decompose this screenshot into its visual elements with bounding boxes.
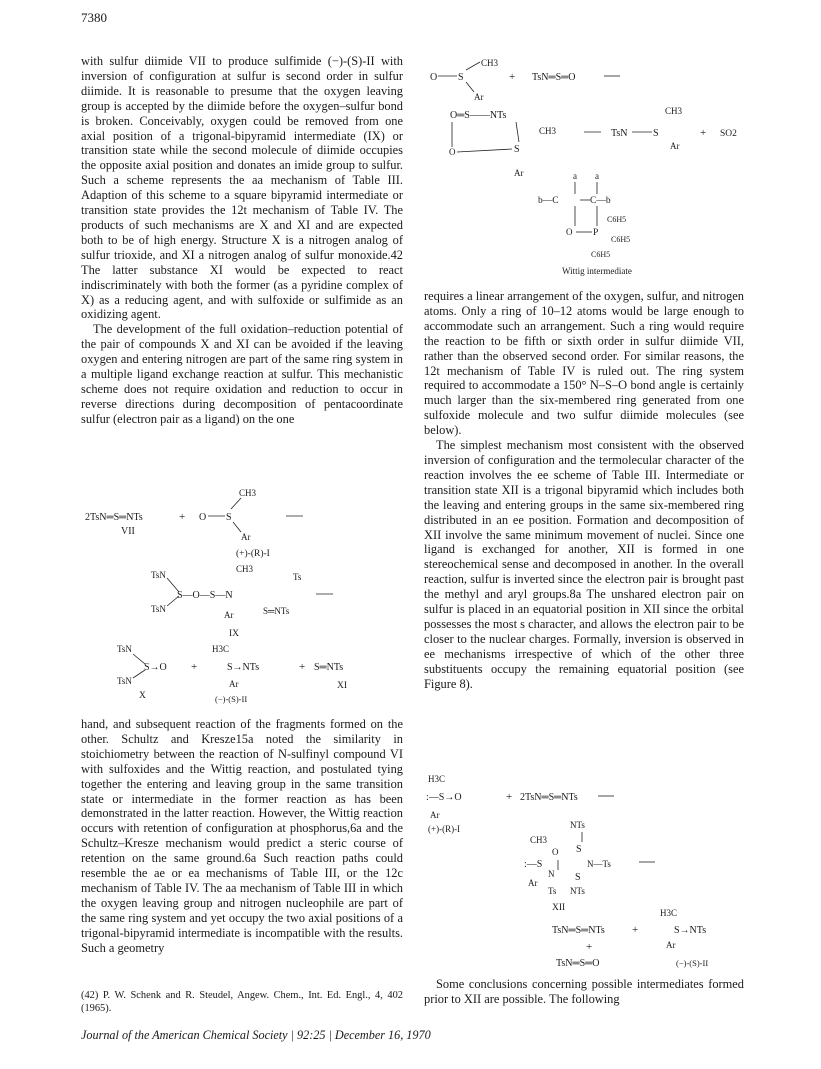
- svg-text:NTs: NTs: [570, 886, 585, 896]
- svg-text:CH3: CH3: [530, 835, 548, 845]
- svg-text:+: +: [586, 941, 593, 953]
- label-ix: IX: [229, 629, 240, 639]
- reaction-scheme-top-right: [424, 52, 754, 284]
- svg-text:CH3: CH3: [481, 58, 499, 68]
- svg-text:SO2: SO2: [720, 129, 737, 139]
- svg-text:2TsN═S═NTs: 2TsN═S═NTs: [520, 792, 578, 803]
- svg-text:S—O—S—N: S—O—S—N: [177, 590, 233, 601]
- svg-text:O: O: [449, 147, 456, 157]
- svg-text:Ar: Ar: [474, 92, 484, 102]
- svg-text:TsN═S═NTs: TsN═S═NTs: [552, 925, 605, 936]
- right-column-middle-text: [424, 289, 744, 691]
- svg-text:b—C: b—C: [538, 196, 559, 206]
- svg-text:TsN: TsN: [151, 604, 166, 614]
- svg-text:Ar: Ar: [224, 610, 234, 620]
- svg-text:N—Ts: N—Ts: [587, 859, 611, 869]
- reaction-scheme-left: [81, 474, 406, 714]
- svg-text:+: +: [506, 791, 513, 803]
- paragraph: The development of the full oxidation–reduction potential of the pair of compounds X and XI can be avoided if the leaving oxygen and entering nitrogen are part of the same ring system in a multiple ligand exchange reaction at sulfur. This mechanistic scheme does not require oxidation and reduction to occur in reverse directions during decomposition of pentacoordinate sulfur (electron pair as a ligand) on the one: [81, 322, 403, 426]
- svg-text:Ar: Ar: [430, 810, 440, 820]
- svg-text:TsN═S═O: TsN═S═O: [532, 72, 576, 83]
- svg-text:CH3: CH3: [239, 488, 257, 498]
- svg-text:CH3: CH3: [665, 106, 683, 116]
- left-column-bottom-text: [81, 717, 403, 956]
- left-column-top-text: [81, 54, 403, 427]
- paragraph: requires a linear arrangement of the oxygen, sulfur, and nitrogen atoms. Only a ring of 10–12 atoms would be large enough to accommodate such an arrangement. Such a ring would require the reaction to be fifth or sixth order in sulfur diimide VII, rather than the observed second order. For similar reasons, the 12t mechanism of Table IV is ruled out. The ring system required to accommodate a 150° N–S–O bond angle is certainly much larger than the six-membered ring generated from one sulfoxide molecule and two sulfur diimide molecules (see below).: [424, 289, 744, 438]
- svg-text:CH3: CH3: [236, 564, 254, 574]
- svg-text:Ar: Ar: [241, 532, 251, 542]
- svg-text:TsN: TsN: [117, 676, 132, 686]
- label-xii: XII: [552, 903, 566, 913]
- paragraph: Some conclusions concerning possible intermediates formed prior to XII are possible. The following: [424, 977, 744, 1006]
- svg-text:(−)-(S)-II: (−)-(S)-II: [676, 958, 709, 968]
- svg-text:S═NTs: S═NTs: [263, 606, 290, 616]
- svg-text:Ts: Ts: [548, 886, 557, 896]
- svg-text:S: S: [226, 512, 232, 523]
- sulfur-diimide-vii: 2TsN═S═NTs: [85, 512, 143, 523]
- svg-text:O: O: [552, 847, 559, 857]
- journal-footer: Journal of the American Chemical Society | 92:25 | December 16, 1970: [81, 1028, 431, 1042]
- svg-text:Ar: Ar: [670, 141, 680, 151]
- svg-text:Ar: Ar: [666, 940, 676, 950]
- svg-text:+: +: [509, 71, 516, 83]
- svg-text:S: S: [653, 128, 659, 139]
- footnote-42: (42) P. W. Schenk and R. Steudel, Angew. Chem., Int. Ed. Engl., 4, 402 (1965).: [81, 990, 403, 1014]
- svg-text:TsN: TsN: [611, 128, 628, 139]
- svg-text:(+)-(R)-I: (+)-(R)-I: [428, 824, 461, 834]
- svg-text:S→NTs: S→NTs: [227, 662, 260, 673]
- svg-text:a: a: [595, 171, 599, 181]
- svg-text:TsN═S═O: TsN═S═O: [556, 958, 600, 969]
- svg-text:+: +: [700, 127, 707, 139]
- svg-text:a: a: [573, 171, 577, 181]
- label-s-ii: (−)-(S)-II: [215, 694, 248, 704]
- svg-text:S: S: [514, 144, 520, 155]
- svg-text:O═S——NTs: O═S——NTs: [450, 110, 507, 121]
- svg-text:+: +: [191, 661, 198, 673]
- svg-text:P: P: [593, 228, 599, 238]
- svg-text:NTs: NTs: [570, 820, 585, 830]
- svg-text:+: +: [179, 511, 186, 523]
- label-x: X: [139, 691, 146, 701]
- svg-text:H3C: H3C: [660, 908, 678, 918]
- svg-text:S→NTs: S→NTs: [674, 925, 707, 936]
- svg-text:C6H5: C6H5: [607, 215, 627, 224]
- svg-text:CH3: CH3: [539, 126, 557, 136]
- svg-text:C6H5: C6H5: [611, 235, 631, 244]
- paragraph: with sulfur diimide VII to produce sulfimide (−)-(S)-II with inversion of configuration at sulfur is second order in sulfur diimide. It is reasonable to presume that the oxygen leaving group is accepted by the diimide before the oxygen–sulfur bond is broken. Conceivably, oxygen could be removed from one axial position of a trigonal-bipyramid intermediate (IX) or transition state while the second molecule of diimide occupies the opposite axial position and donates an imide group to sulfur. Such a scheme represents the aa mechanism of Table III. Adaption of this scheme to a square bipyramid intermediate or transition state provides the 12t mechanism of Table IV. The products of such mechanisms are X and XI and are expected both to be of high energy. Structure X is a nitrogen analog of sulfur trioxide, and XI a nitrogen analog of sulfur monoxide.42 The latter substance XI would be expected to react indiscriminately with both the former (as a pyridine complex of X) as a reducing agent, and with sulfoxide or sulfimide as an oxidizing agent.: [81, 54, 403, 322]
- svg-text:TsN: TsN: [151, 570, 166, 580]
- page-number: 7380: [81, 10, 107, 25]
- svg-text:C6H5: C6H5: [591, 250, 611, 259]
- svg-text:S→O: S→O: [144, 662, 167, 673]
- label-r-i: (+)-(R)-I: [236, 549, 270, 559]
- svg-text:+: +: [632, 924, 639, 936]
- svg-text:Ts: Ts: [293, 572, 302, 582]
- right-column-bottom-text: [424, 977, 744, 1007]
- svg-text:S: S: [576, 844, 582, 855]
- svg-text:+: +: [299, 661, 306, 673]
- svg-text:Ar: Ar: [528, 878, 538, 888]
- svg-text:O: O: [430, 72, 438, 83]
- wittig-intermediate-label: Wittig intermediate: [562, 266, 632, 276]
- svg-text:TsN: TsN: [117, 644, 132, 654]
- reaction-scheme-bottom-right: [424, 770, 754, 975]
- label-xi: XI: [337, 681, 348, 691]
- svg-text:H3C: H3C: [428, 774, 446, 784]
- svg-text:H3C: H3C: [212, 644, 230, 654]
- svg-text:S═NTs: S═NTs: [314, 662, 344, 673]
- svg-text::—S: :—S: [524, 859, 543, 870]
- svg-text:Ar: Ar: [229, 679, 239, 689]
- svg-text:O: O: [566, 227, 573, 237]
- paragraph: The simplest mechanism most consistent with the observed inversion of configuration and the termolecular character of the reaction involves the ee scheme of Table III. Intermediate or transition state XII is a trigonal bipyramid which includes both the leaving and entering groups in the same six-membered ring distributed in an ee position. Formation and decomposition of XII involve the same minimum movement of nuclei. Since one ligand is exchanged for another, XII is formed in one stereochemical sense and decomposed in another. In the overall reaction, sulfur is inverted since the electron pair is brought past the methyl and aryl groups.8a The unshared electron pair on sulfur is placed in an equatorial position in XII since the orbital possesses the most s character, and allows the electron pair to be closer to the nuclear charges. Formally, inversion is observed in ee mechanisms irrespective of which of the other three substituents occupy the remaining equatorial position (see Figure 8).: [424, 438, 744, 691]
- svg-text:S: S: [575, 872, 581, 883]
- paragraph: hand, and subsequent reaction of the fragments formed on the other. Schultz and Kresze15a noted the similarity in stoichiometry between the reaction of N-sulfinyl compound VI with sulfoxides and the Wittig reaction, and postulated tying together the entering and leaving group in the same transition state or intermediate in the former reaction as has been demonstrated in the latter reaction. However, the Wittig reaction occurs with retention of configuration at phosphorus,6a and the Schultz–Kresze mechanism would predict a steric course of retention on the same ground.6a Such reaction paths could resemble the ae or ea mechanisms of Table III, or the 12c mechanism of Table IV. The aa mechanism of Table III in which the oxygen leaving group and nitrogen nucleophile are part of the same ring system and yet occupy the two axial positions of a trigonal-bipyramid intermediate is incompatible with the results. Such a geometry: [81, 717, 403, 955]
- label-vii: VII: [121, 526, 135, 537]
- svg-text:S: S: [458, 72, 464, 83]
- svg-text:N: N: [548, 869, 555, 879]
- svg-text:O: O: [199, 512, 207, 523]
- svg-text::—S→O: :—S→O: [426, 792, 462, 803]
- svg-text:C—b: C—b: [590, 196, 611, 206]
- svg-text:Ar: Ar: [514, 168, 524, 178]
